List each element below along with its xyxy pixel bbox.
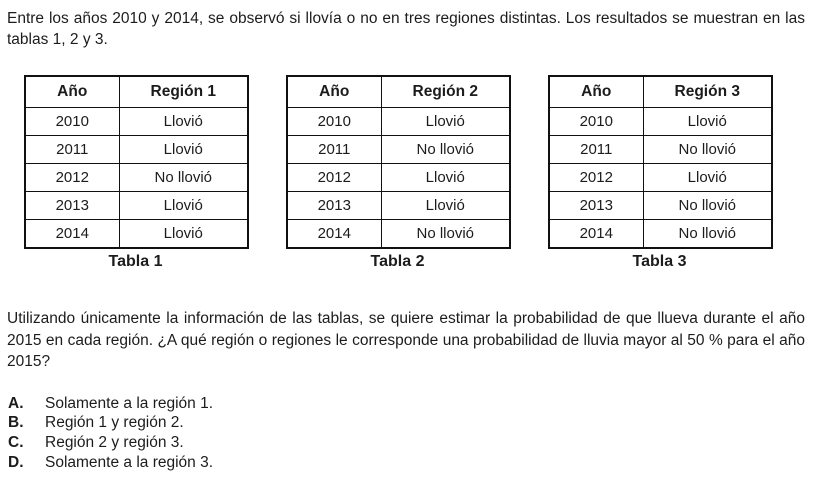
rain-cell: No llovió [381, 136, 510, 164]
rain-cell: Llovió [381, 192, 510, 220]
table-header-row [287, 76, 510, 108]
option-c [8, 433, 814, 453]
option-b-letter: B. [8, 414, 24, 432]
table-row [287, 220, 510, 249]
year-cell: 2011 [287, 136, 381, 164]
option-d [8, 453, 814, 473]
table-row [287, 192, 510, 220]
table-block-3 [548, 75, 771, 271]
table-row [287, 108, 510, 136]
table-row [549, 164, 772, 192]
rain-cell: Llovió [119, 192, 248, 220]
rain-cell: Llovió [119, 136, 248, 164]
option-c-letter: C. [8, 434, 24, 452]
option-a [8, 394, 814, 414]
table-row [287, 136, 510, 164]
table-row [25, 136, 248, 164]
option-b [8, 413, 814, 433]
option-a-text: Solamente a la región 1. [45, 394, 214, 412]
table-row [549, 220, 772, 249]
year-cell: 2014 [549, 220, 643, 249]
year-cell: 2012 [549, 164, 643, 192]
region-column-header: Región 2 [381, 76, 510, 108]
rain-cell: No llovió [381, 220, 510, 249]
rain-cell: Llovió [643, 108, 772, 136]
option-a-letter: A. [8, 394, 24, 412]
rain-cell: Llovió [643, 164, 772, 192]
year-cell: 2014 [25, 220, 119, 249]
table-row [25, 164, 248, 192]
year-cell: 2010 [287, 108, 381, 136]
option-b-text: Región 1 y región 2. [45, 414, 184, 432]
rain-cell: No llovió [643, 136, 772, 164]
year-cell: 2011 [549, 136, 643, 164]
options-list [8, 394, 814, 473]
year-cell: 2014 [287, 220, 381, 249]
tables-row [24, 75, 814, 271]
year-cell: 2013 [549, 192, 643, 220]
table-row [25, 192, 248, 220]
year-cell: 2013 [287, 192, 381, 220]
table-row [549, 192, 772, 220]
table-row [549, 108, 772, 136]
table-3 [548, 75, 773, 249]
table-header-row [25, 76, 248, 108]
year-column-header: Año [25, 76, 119, 108]
table-block-2 [286, 75, 509, 271]
option-d-text: Solamente a la región 3. [45, 453, 214, 471]
year-cell: 2011 [25, 136, 119, 164]
year-cell: 2010 [549, 108, 643, 136]
table-row [287, 164, 510, 192]
table-header-row [549, 76, 772, 108]
rain-cell: Llovió [381, 164, 510, 192]
table-row [549, 136, 772, 164]
table-row [25, 220, 248, 249]
table-2-caption: Tabla 2 [370, 253, 425, 270]
intro-paragraph: Entre los años 2010 y 2014, se observó si llovía o no en tres regiones distintas. Los resultados se muestran en las tablas 1, 2 y 3. [7, 10, 805, 48]
rain-cell: Llovió [381, 108, 510, 136]
rain-cell: Llovió [119, 220, 248, 249]
option-d-letter: D. [8, 453, 24, 471]
table-block-1 [24, 75, 247, 271]
year-cell: 2010 [25, 108, 119, 136]
rain-cell: No llovió [643, 220, 772, 249]
rain-cell: No llovió [119, 164, 248, 192]
option-c-text: Región 2 y región 3. [45, 434, 184, 452]
year-column-header: Año [287, 76, 381, 108]
year-cell: 2013 [25, 192, 119, 220]
table-1-caption: Tabla 1 [108, 253, 163, 270]
table-1 [24, 75, 249, 249]
region-column-header: Región 3 [643, 76, 772, 108]
year-column-header: Año [549, 76, 643, 108]
table-2 [286, 75, 511, 249]
table-3-caption: Tabla 3 [632, 253, 687, 270]
year-cell: 2012 [287, 164, 381, 192]
year-cell: 2012 [25, 164, 119, 192]
question-paragraph: Utilizando únicamente la información de las tablas, se quiere estimar la probabilidad de que llueva durante el año 2015 en cada región. ¿A qué región o regiones le corresponde una probabilidad de lluvia mayor al 50 % para el año 2015? [7, 310, 805, 370]
table-row [25, 108, 248, 136]
rain-cell: No llovió [643, 192, 772, 220]
rain-cell: Llovió [119, 108, 248, 136]
region-column-header: Región 1 [119, 76, 248, 108]
